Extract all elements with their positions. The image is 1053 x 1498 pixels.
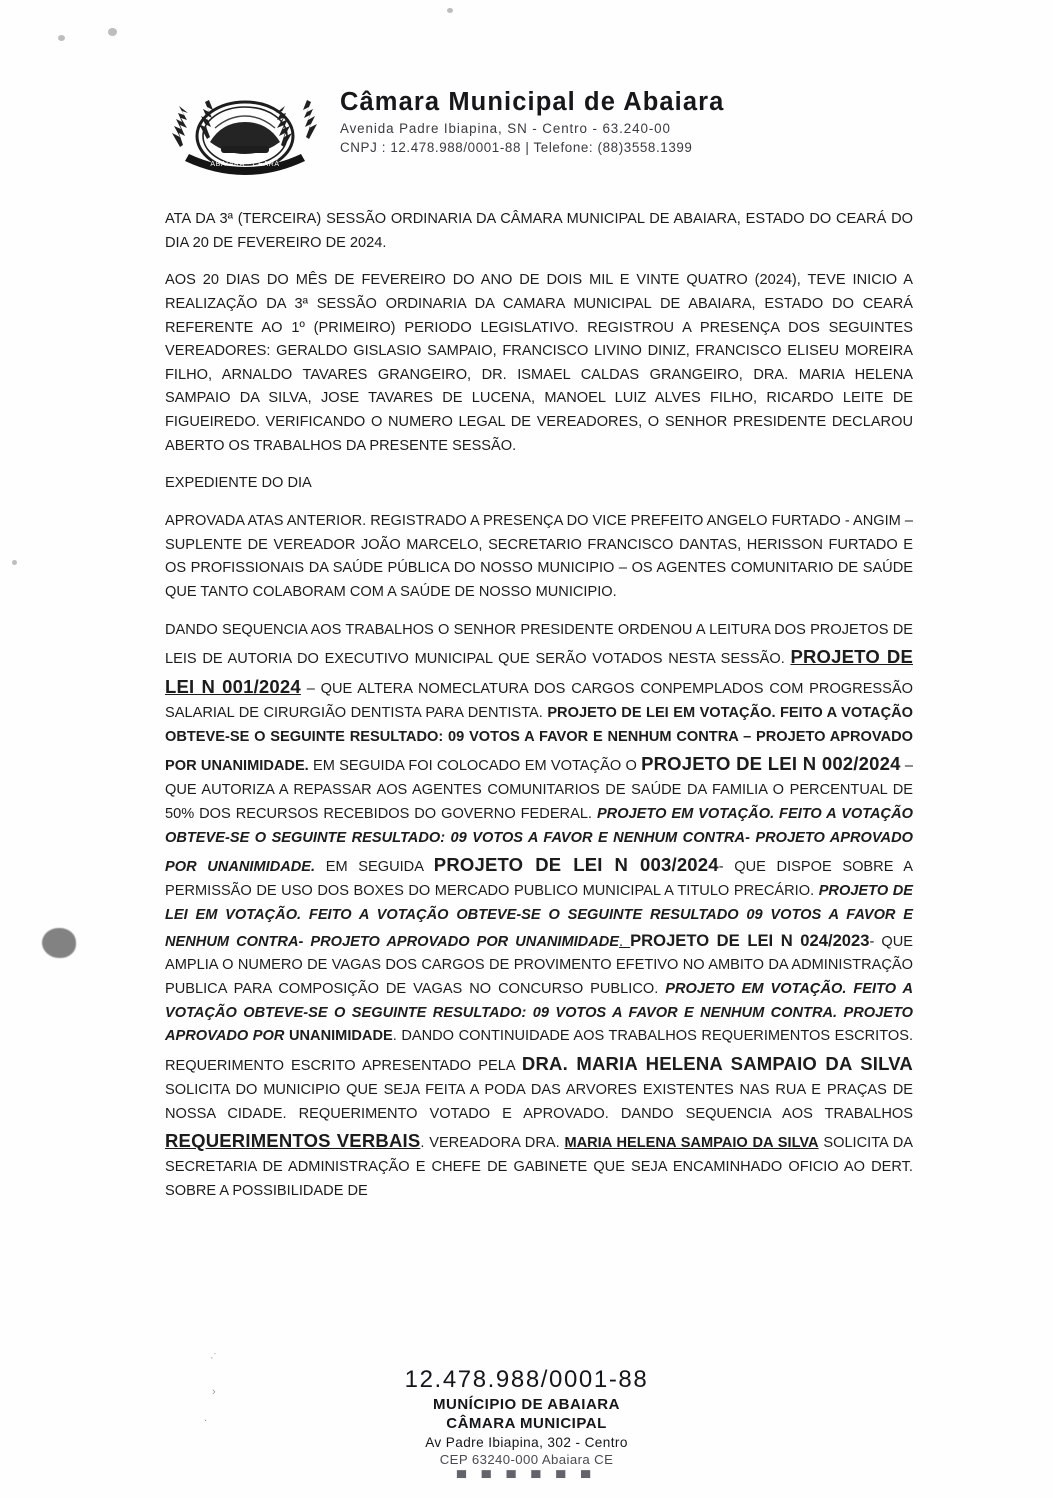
document-body bbox=[165, 208, 913, 1218]
aprovada-atas-paragraph: APROVADA ATAS ANTERIOR. REGISTRADO A PRESENÇA DO VICE PREFEITO ANGELO FURTADO - ANGIM – SUPLENTE DE VEREADOR JOÃO MARCELO, SECRETARIO FRANCISCO DANTAS, HERISSON FURTADO E OS PROFISSIONAIS DA SAÚDE PÚBLICA DO NOSSO MUNICIPIO – OS AGENTES COMUNITARIO DE SAÚDE QUE TANTO COLABORAM COM A SAÚDE DE NOSSO MUNICIPIO. bbox=[165, 513, 913, 600]
text-segment: SOLICITA DO MUNICIPIO QUE SEJA FEITA A PODA DAS ARVORES EXISTENTES NAS RUA E PRAÇAS DE NOSSA CIDADE. REQUERIMENTO VOTADO E APROVADO. DANDO SEQUENCIA AOS TRABALHOS bbox=[165, 1082, 913, 1122]
text-segment: SOLICITA DA SECRETARIA DE ADMINISTRAÇÃO E CHEFE DE GABINETE QUE SEJA ENCAMINHADO OFICIO AO DERT. SOBRE A POSSIBILIDADE DE bbox=[165, 1135, 913, 1199]
scan-speck bbox=[447, 8, 453, 13]
ata-title-paragraph: ATA DA 3ª (TERCEIRA) SESSÃO ORDINARIA DA CÂMARA MUNICIPAL DE ABAIARA, ESTADO DO CEARÁ DO DIA 20 DE FEVEREIRO DE 2024. bbox=[165, 211, 913, 251]
text-segment: – QUE ALTERA NOMECLATURA DOS CARGOS CONPEMPLADOS COM PROGRESSÃO SALARIAL DE CIRURGIÃO DENTISTA PARA DENTISTA. bbox=[165, 681, 913, 722]
footer-stamp bbox=[0, 1366, 1053, 1480]
text-segment: DANDO SEQUENCIA AOS TRABALHOS O SENHOR PRESIDENTE ORDENOU A LEITURA DOS PROJETOS DE LEIS DE AUTORIA DO EXECUTIVO MUNICIPAL QUE SERÃO VOTADOS NESTA SESSÃO. bbox=[165, 621, 913, 668]
text-segment: – QUE AUTORIZA A REPASSAR AOS AGENTES COMUNITARIOS DE SAÚDE DA FAMILIA O PERCENTUAL DE 50% DOS RECURSOS RECEBIDOS DO GOVERNO FEDERAL. bbox=[165, 758, 914, 823]
letterhead-text bbox=[340, 88, 900, 155]
stamp-municipality: MUNÍCIPIO DE ABAIARA bbox=[433, 1396, 620, 1413]
text-segment-bold: UNANIMIDADE bbox=[288, 1028, 393, 1045]
stamp-cnpj: 12.478.988/0001-88 bbox=[404, 1366, 649, 1393]
requerimentos-verbais-label: REQUERIMENTOS VERBAIS bbox=[165, 1130, 421, 1152]
text-segment-bold-italic: PROJETO EM VOTAÇÃO. FEITO A VOTAÇÃO OBTEVE-SE O SEGUINTE RESULTADO: 09 VOTOS A FAVOR E NENHUM CONTRA. PROJETO APROVADO POR bbox=[165, 981, 913, 1045]
text-segment: EM SEGUIDA FOI COLOCADO EM VOTAÇÃO O bbox=[308, 758, 642, 775]
scan-speck bbox=[58, 35, 65, 41]
vereadora-name-2: MARIA HELENA SAMPAIO DA SILVA bbox=[564, 1135, 819, 1152]
text-segment-bold-italic: PROJETO EM VOTAÇÃO. FEITO A VOTAÇÃO OBTEVE-SE O SEGUINTE RESULTADO: 09 VOTOS A FAVOR E NENHUM CONTRA- PROJETO APROVADO POR UNANIMIDADE. bbox=[165, 806, 913, 876]
scan-speck bbox=[108, 28, 117, 36]
projetos-paragraph bbox=[165, 619, 913, 1204]
vereadora-name-1: DRA. MARIA HELENA SAMPAIO DA SILVA bbox=[521, 1053, 913, 1075]
stamp-cut-edge: ▀ ▀ ▀ ▀ ▀ ▀ bbox=[456, 1470, 597, 1480]
svg-text:ABAIARA - CEARÁ: ABAIARA - CEARÁ bbox=[210, 161, 280, 168]
text-segment-bold: PROJETO DE LEI EM VOTAÇÃO. FEITO A VOTAÇÃO OBTEVE-SE O SEGUINTE RESULTADO: 09 VOTOS A FAVOR E NENHUM CONTRA – PROJETO APROVADO POR UNANIMIDADE. bbox=[165, 705, 913, 775]
projeto-lei-001-label: PROJETO DE LEI N 001/2024 bbox=[165, 646, 913, 698]
scan-mark: . bbox=[204, 1412, 208, 1424]
opening-paragraph: AOS 20 DIAS DO MÊS DE FEVEREIRO DO ANO DE DOIS MIL E VINTE QUATRO (2024), TEVE INICIO A REALIZAÇÃO DA 3ª SESSÃO ORDINARIA DA CAMARA MUNICIPAL DE ABAIARA, ESTADO DO CEARÁ REFERENTE AO 1º (PRIMEIRO) PERIODO LEGISLATIVO. REGISTROU A PRESENÇA DOS SEGUINTES VEREADORES: GERALDO GISLASIO SAMPAIO, FRANCISCO LIVINO DINIZ, FRANCISCO ELISEU MOREIRA FILHO, ARNALDO TAVARES GRANGEIRO, DR. ISMAEL CALDAS GRANGEIRO, DRA. MARIA HELENA SAMPAIO DA SILVA, JOSE TAVARES DE LUCENA, MANOEL LUIZ ALVES FILHO, RICARDO LEITE DE FIGUEIREDO. VERIFICANDO O NUMERO LEGAL DE VEREADORES, O SENHOR PRESIDENTE DECLAROU ABERTO OS TRABALHOS DA PRESENTE SESSÃO. bbox=[165, 272, 913, 454]
organization-title: Câmara Municipal de Abaiara bbox=[340, 88, 725, 116]
organization-cnpj-phone: CNPJ : 12.478.988/0001-88 | Telefone: (88)3558.1399 bbox=[340, 139, 693, 155]
scan-speck bbox=[12, 560, 17, 565]
text-segment-underline: . bbox=[619, 933, 631, 950]
organization-address: Avenida Padre Ibiapina, SN - Centro - 63.240-00 bbox=[340, 120, 671, 136]
text-segment: . DANDO CONTINUIDADE AOS TRABALHOS REQUERIMENTOS ESCRITOS. REQUERIMENTO ESCRITO APRESENTADO PELA bbox=[165, 1028, 913, 1075]
scan-blob bbox=[42, 928, 76, 958]
text-segment: - QUE AMPLIA O NUMERO DE VAGAS DOS CARGOS DE PROVIMENTO EFETIVO NO AMBITO DA ADMINISTRAÇÃO PUBLICA PARA COMPOSIÇÃO DE VAGAS NO CONCURSO PUBLICO. bbox=[165, 933, 913, 998]
stamp-cep: CEP 63240-000 Abaiara CE bbox=[439, 1452, 614, 1467]
expediente-heading: EXPEDIENTE DO DIA bbox=[165, 475, 312, 492]
text-segment: EM SEGUIDA bbox=[315, 859, 434, 876]
stamp-chamber: CÂMARA MUNICIPAL bbox=[446, 1415, 607, 1432]
projeto-lei-024-label: PROJETO DE LEI N 024/2023 bbox=[630, 930, 870, 950]
scan-mark: › bbox=[212, 1386, 216, 1398]
stamp-address: Av Padre Ibiapina, 302 - Centro bbox=[425, 1435, 628, 1450]
text-segment: . VEREADORA DRA. bbox=[420, 1135, 565, 1152]
text-segment-bold-italic: PROJETO DE LEI EM VOTAÇÃO. FEITO A VOTAÇÃO OBTEVE-SE O SEGUINTE RESULTADO 09 VOTOS A FAVOR E NENHUM CONTRA- PROJETO APROVADO POR UNANIMIDADE bbox=[165, 883, 913, 950]
projeto-lei-003-label: PROJETO DE LEI N 003/2024 bbox=[433, 854, 719, 876]
text-segment: - QUE DISPOE SOBRE A PERMISSÃO DE USO DOS BOXES DO MERCADO PUBLICO MUNICIPAL A TITULO PRECÁRIO. bbox=[165, 859, 913, 900]
coat-of-arms-icon bbox=[165, 92, 325, 180]
letterhead bbox=[165, 88, 905, 186]
projeto-lei-002-label: PROJETO DE LEI N 002/2024 bbox=[641, 753, 901, 775]
scan-mark: ·˙ bbox=[210, 1352, 218, 1364]
